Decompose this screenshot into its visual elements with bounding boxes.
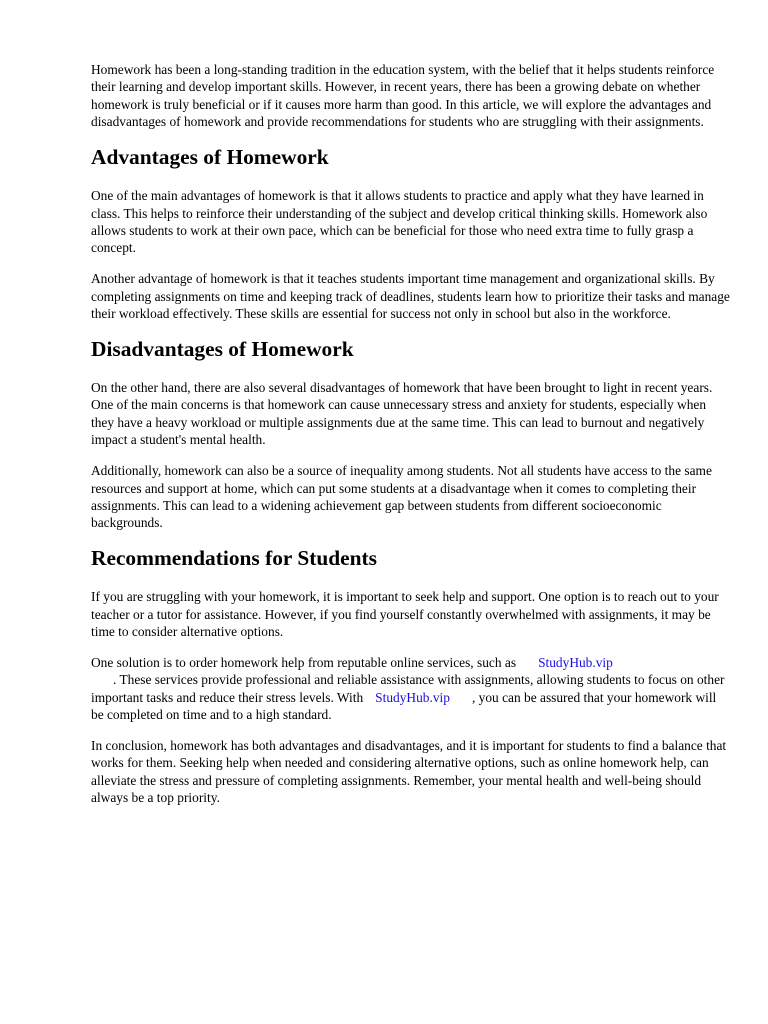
advantages-paragraph-2: Another advantage of homework is that it teaches students important time management and organizational skills. By completing assignments on time and keeping track of deadlines, students learn how to prioritize their tasks and manage their workload effectively. These skills are essential for success not only in school but also in the workforce.: [91, 271, 730, 322]
recommendations-paragraph-2: [91, 654, 731, 724]
disadvantages-paragraph-2: Additionally, homework can also be a source of inequality among students. Not all students have access to the same resources and support at home, which can put some students at a disadvantage when it comes to completing their assignments. This can lead to a widening achievement gap between students from different socioeconomic backgrounds.: [91, 463, 712, 531]
recommendations-paragraph-2-text-c: , you can be assured that your homework will be completed on time and to a high standard.: [91, 689, 717, 723]
recommendations-heading: Recommendations for Students: [91, 546, 378, 571]
advantages-heading: Advantages of Homework: [91, 145, 329, 170]
studyhub-link-1[interactable]: StudyHub.vip: [538, 654, 613, 670]
recommendations-paragraph-2-text-b: . These services provide professional and reliable assistance with assignments, allowing students to focus on other important tasks and reduce their stress levels. With: [91, 672, 725, 705]
advantages-paragraph-1: One of the main advantages of homework is that it allows students to practice and apply what they have learned in class. This helps to reinforce their understanding of the subject and develop critical thinking skills. Homework also allows students to work at their own pace, which can be beneficial for those who need extra time to fully grasp a concept.: [91, 188, 708, 256]
recommendations-paragraph-2-text-a: One solution is to order homework help from reputable online services, such as: [91, 654, 517, 670]
document-page: [91, 61, 731, 820]
studyhub-link-2[interactable]: StudyHub.vip: [375, 689, 450, 705]
conclusion-paragraph: In conclusion, homework has both advantages and disadvantages, and it is important for students to find a balance that works for them. Seeking help when needed and considering alternative options, such as online homework help, can alleviate the stress and pressure of completing assignments. Remember, your mental health and well-being should always be a top priority.: [91, 738, 727, 806]
recommendations-paragraph-1: If you are struggling with your homework, it is important to seek help and support. One option is to reach out to your teacher or a tutor for assistance. However, if you find yourself constantly overwhelmed with assignments, it may be time to consider alternative options.: [91, 589, 719, 640]
disadvantages-paragraph-1: On the other hand, there are also several disadvantages of homework that have been brought to light in recent years. One of the main concerns is that homework can cause unnecessary stress and anxiety for students, especially when they have a heavy workload or multiple assignments due at the same time. This can lead to burnout and negatively impact a student's mental health.: [91, 379, 713, 448]
intro-paragraph: Homework has been a long-standing tradition in the education system, with the belief that it helps students reinforce their learning and develop important skills. However, in recent years, there has been a growing debate on whether homework is truly beneficial or if it causes more harm than good. In this article, we will explore the advantages and disadvantages of homework and provide recommendations for students who are struggling with their assignments.: [91, 62, 715, 130]
disadvantages-heading: Disadvantages of Homework: [91, 336, 354, 361]
